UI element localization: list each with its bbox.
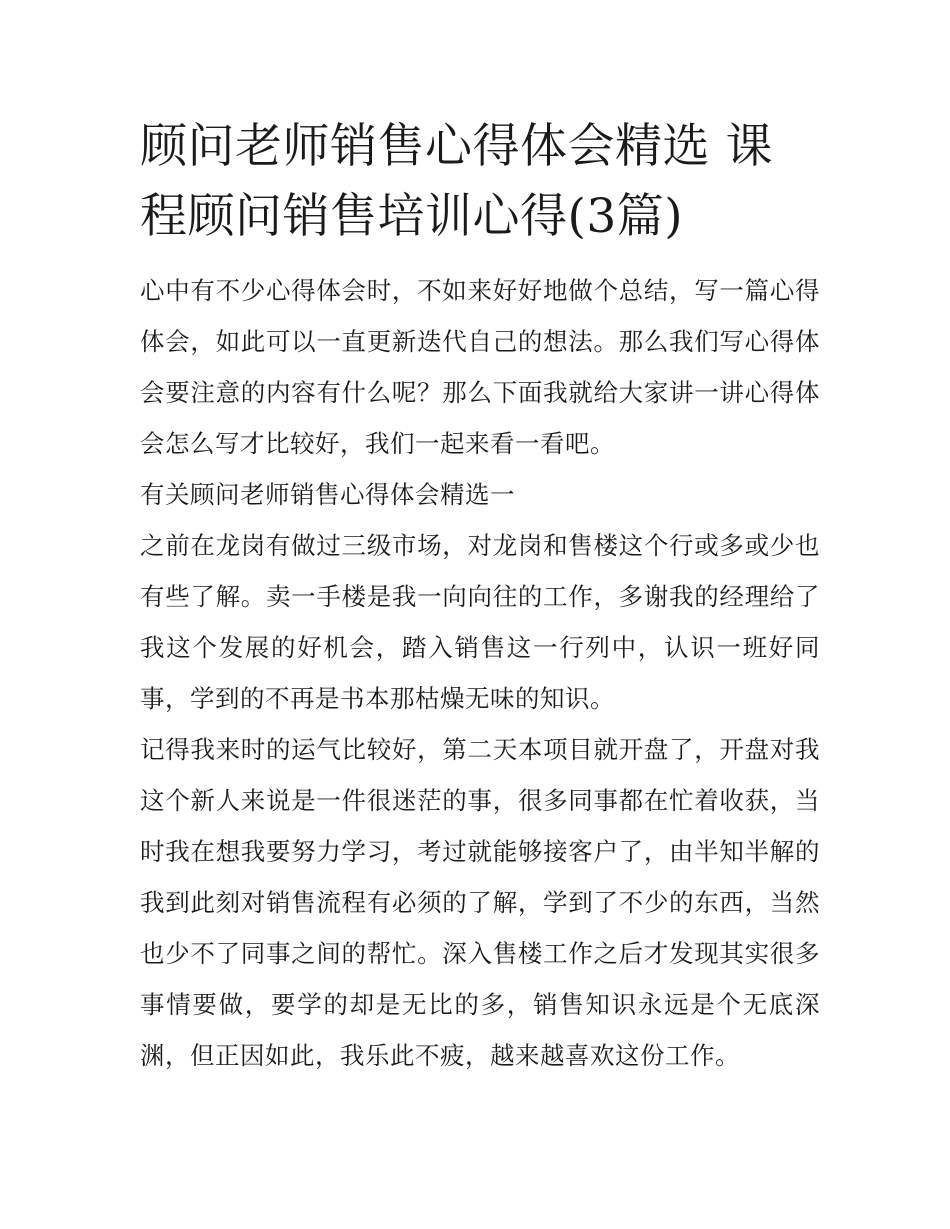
body-paragraph: 记得我来时的运气比较好，第二天本项目就开盘了，开盘对我这个新人来说是一件很迷茫的事，很多同事都在忙着收获，当时我在想我要努力学习，考过就能够接客户了，由半知半解的我到此刻对销售流程有必须的了解，学到了不少的东西，当然也少不了同事之间的帮忙。深入售楼工作之后才发现其实很多事情要做，要学的却是无比的多，销售知识永远是个无底深渊，但正因如此，我乐此不疲，越来越喜欢这份工作。 [140,735,820,1070]
document-page [140,112,820,1081]
document-body [140,265,820,1081]
body-paragraph: 之前在龙岗有做过三级市场，对龙岗和售楼这个行或多或少也有些了解。卖一手楼是我一向向往的工作，多谢我的经理给了我这个发展的好机会，踏入销售这一行列中，认识一班好同事，学到的不再是书本那枯燥无味的知识。 [140,531,820,713]
section-heading: 有关顾问老师销售心得体会精选一 [140,480,515,509]
intro-paragraph: 心中有不少心得体会时，不如来好好地做个总结，写一篇心得体会，如此可以一直更新迭代自己的想法。那么我们写心得体会要注意的内容有什么呢？那么下面我就给大家讲一讲心得体会怎么写才比较好，我们一起来看一看吧。 [140,276,820,458]
document-title: 顾问老师销售心得体会精选 课程顾问销售培训心得(3篇) [140,119,773,244]
